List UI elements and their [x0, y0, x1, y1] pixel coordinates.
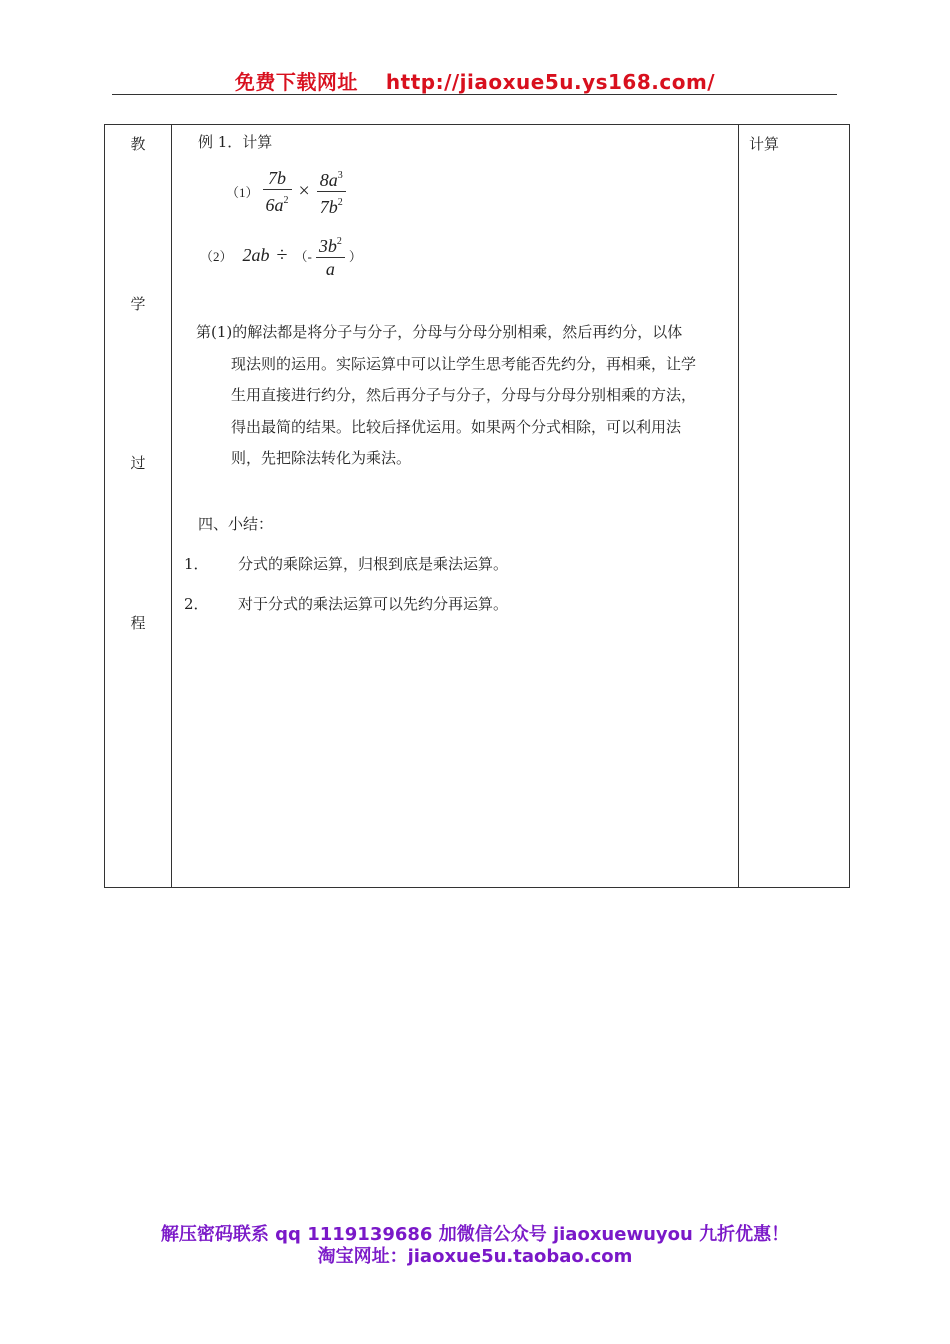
formula-1: [226, 165, 346, 218]
fraction: $\frac{3b^2}{a}$: [316, 231, 345, 280]
teaching-process-column: [105, 125, 172, 888]
open-paren: （-: [294, 249, 312, 264]
summary-item-text: 对于分式的乘法运算可以先约分再运算。: [238, 595, 509, 613]
header-url-link[interactable]: http://jiaoxue5u.ys168.com/: [385, 70, 716, 94]
fraction: $\frac{8a^3}{7b^2}$: [317, 165, 346, 218]
summary-item-text: 分式的乘除运算，归根到底是乘法运算。: [238, 555, 509, 573]
formula-index: （2）: [200, 249, 233, 264]
vertical-label-char: 过: [130, 454, 146, 472]
multiply-sign: ×: [298, 180, 310, 202]
formula-index: （1）: [226, 185, 259, 200]
lesson-table: [104, 124, 850, 888]
close-paren: ）: [348, 249, 362, 264]
notes-label: 计算: [749, 135, 780, 153]
divide-sign: ÷: [276, 244, 288, 266]
notes-column: [739, 125, 850, 888]
vertical-label-char: 教: [130, 135, 146, 153]
footer-contact-line: 解压密码联系 qq 1119139686 加微信公众号 jiaoxuewuyou 九折优惠！: [160, 1224, 790, 1245]
header-left-text: 免费下载网址: [234, 70, 358, 94]
paragraph-line: 现法则的运用。实际运算中可以让学生思考能否先约分，再相乘，让学: [231, 354, 697, 373]
paragraph-line: 则，先把除法转化为乘法。: [231, 449, 412, 467]
summary-item-number: 2．: [184, 595, 209, 613]
formula-term: 2ab: [242, 245, 270, 265]
lesson-content-cell: [172, 125, 739, 888]
summary-title: 四、小结：: [198, 515, 274, 533]
paragraph-line: 生用直接进行约分，然后再分子与分子，分母与分母分别相乘的方法，: [231, 386, 697, 404]
fraction: $\frac{7b}{6a^2}$: [263, 167, 292, 216]
formula-2: [200, 231, 362, 280]
paragraph-line: 第(1)的解法都是将分子与分子，分母与分母分别相乘，然后再约分，以体: [196, 323, 683, 341]
summary-item-number: 1．: [184, 555, 209, 573]
paragraph-line: 得出最简的结果。比较后择优运用。如果两个分式相除，可以利用法: [231, 417, 682, 436]
vertical-label-char: 学: [130, 295, 146, 313]
explanation-paragraph: [196, 317, 731, 475]
footer-shop-line: 淘宝网址：jiaoxue5u.taobao.com: [317, 1246, 633, 1267]
header-banner: [0, 66, 950, 95]
vertical-label-char: 程: [130, 614, 146, 632]
header-divider: [112, 94, 837, 95]
example-title: 例 1．计算: [198, 133, 273, 151]
